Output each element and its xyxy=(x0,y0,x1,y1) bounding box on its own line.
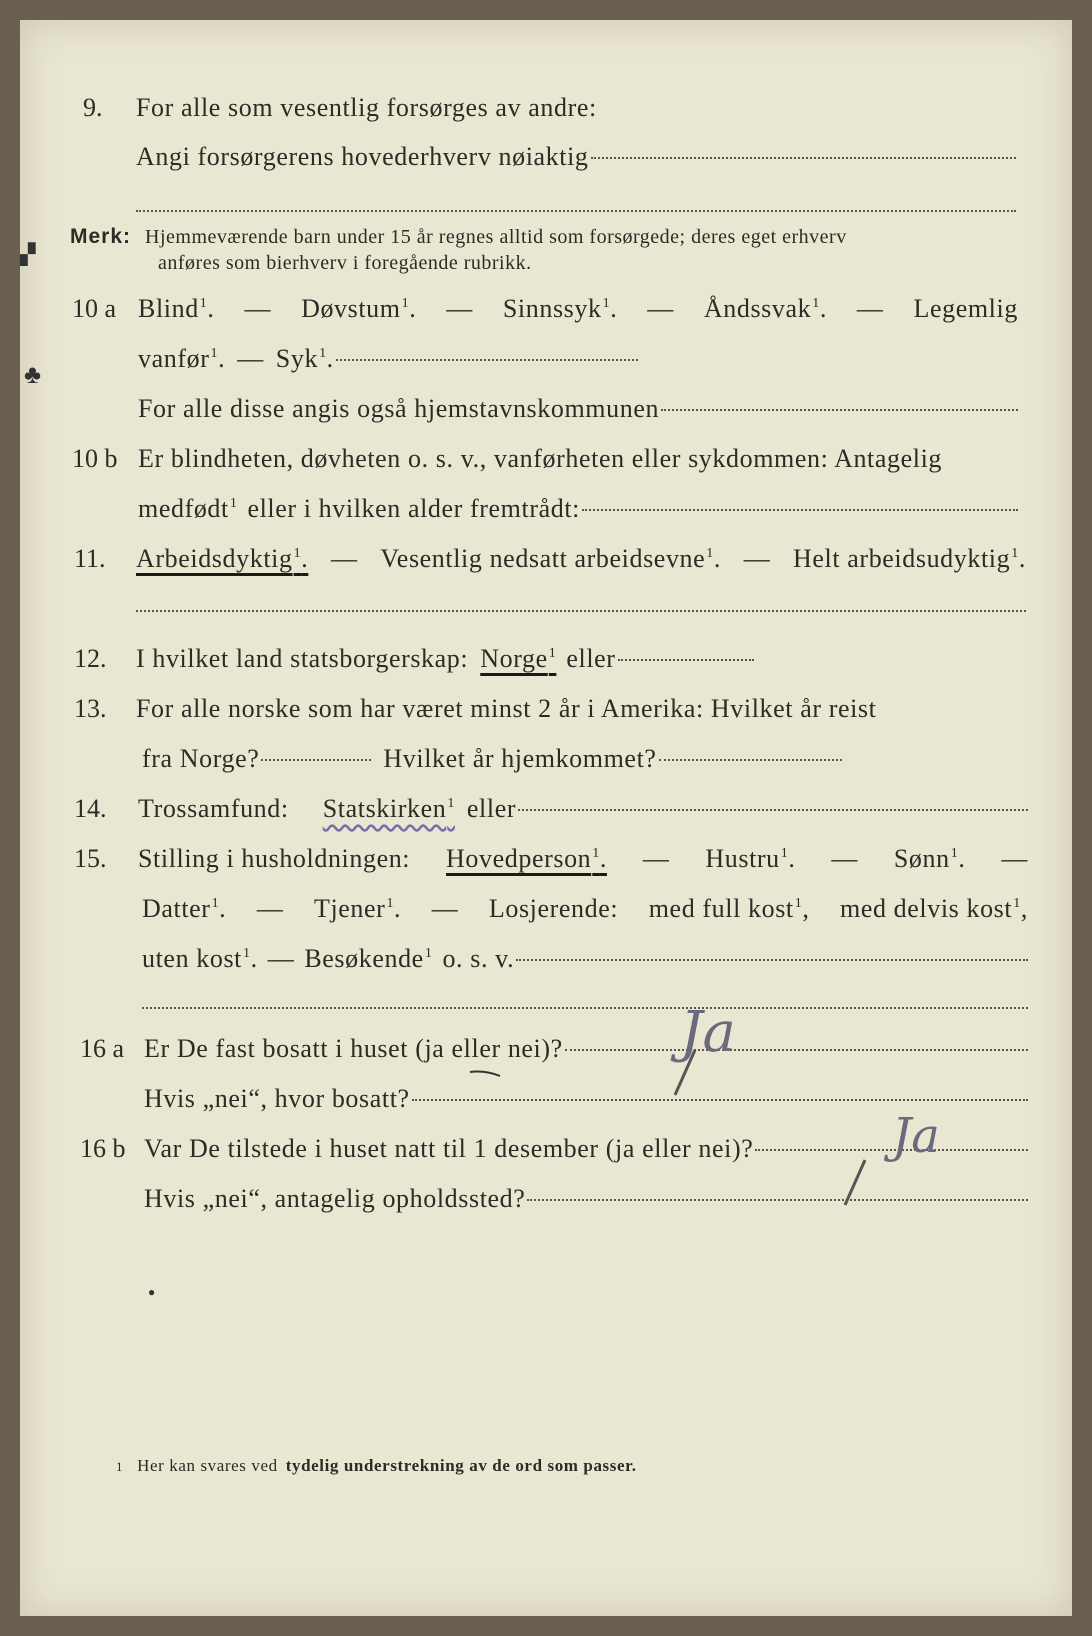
option-legemlig[interactable]: Legemlig xyxy=(913,294,1018,323)
edge-blot: ♣ xyxy=(24,360,42,389)
option-blind[interactable]: Blind$^1$. xyxy=(138,294,215,323)
merk-label: Merk: xyxy=(70,225,132,248)
option-hustru[interactable]: Hustru$^1$. xyxy=(705,844,796,873)
separator: — xyxy=(856,294,884,323)
option-hovedperson-underlined[interactable]: Hovedperson$^1$. xyxy=(446,844,607,873)
option-vesentlig-nedsatt[interactable]: Vesentlig nedsatt arbeidsevne$^1$. xyxy=(380,544,722,573)
separator: — xyxy=(237,344,264,373)
footnote-text: Her kan svares ved xyxy=(137,1456,278,1475)
edge-mark: ▞ xyxy=(20,244,36,266)
footnote xyxy=(116,1456,637,1476)
q14-label: Trossamfund: xyxy=(138,794,289,823)
q16a-handwritten-answer: Ja xyxy=(680,1000,736,1065)
option-losjerende: Losjerende: xyxy=(488,894,619,923)
merk-line1: Hjemmeværende barn under 15 år regnes alltid som forsørgede; deres eget erhverv xyxy=(145,226,847,248)
merk-line2: anføres som bierhverv i foregående rubrikk. xyxy=(158,252,532,274)
option-arbeidsdyktig-underlined[interactable]: Arbeidsdyktig$^1$. xyxy=(136,544,309,573)
q10a-number: 10 a xyxy=(72,294,117,323)
q11-number: 11. xyxy=(74,544,106,573)
q10b-line2-text: eller i hvilken alder fremtrådt: xyxy=(247,494,580,523)
separator: — xyxy=(244,294,272,323)
q10b-number: 10 b xyxy=(72,444,118,473)
q16a-number: 16 a xyxy=(80,1034,125,1063)
q13-hjemkommet-label: Hvilket år hjemkommet? xyxy=(383,744,657,773)
separator: — xyxy=(743,544,771,573)
q10a-line3-text: For alle disse angis også hjemstavnskommunen xyxy=(138,394,660,423)
option-med-full-kost[interactable]: med full kost$^1$, xyxy=(648,894,810,923)
q13-number: 13. xyxy=(74,694,107,723)
separator: — xyxy=(1001,844,1028,873)
separator: — xyxy=(331,544,358,573)
separator: — xyxy=(256,894,284,923)
separator: — xyxy=(431,894,459,923)
option-helt-arbeidsudyktig[interactable]: Helt arbeidsudyktig$^1$. xyxy=(793,544,1026,573)
q16a-line2-text: Hvis „nei“, hvor bosatt? xyxy=(144,1084,410,1113)
separator: — xyxy=(647,294,674,323)
option-dovstum[interactable]: Døvstum$^1$. xyxy=(301,294,417,323)
footnote-marker: 1 xyxy=(116,1459,124,1474)
q15-label: Stilling i husholdningen: xyxy=(138,844,411,873)
pen-strokes xyxy=(20,20,1072,1616)
q16b-pen-stroke xyxy=(845,1160,865,1205)
pen-tick xyxy=(470,1072,500,1077)
q15-number: 15. xyxy=(74,844,107,873)
separator: — xyxy=(446,294,473,323)
q16b-line1-text: Var De tilstede i huset natt til 1 desember (ja eller nei)? xyxy=(144,1134,754,1163)
option-sinnssyk[interactable]: Sinnssyk$^1$. xyxy=(502,294,618,323)
q9-line1-text: For alle som vesentlig forsørges av andre: xyxy=(136,93,597,122)
option-vanfor[interactable]: vanfør$^1$. xyxy=(138,344,226,373)
q10b-line1-text: Er blindheten, døvheten o. s. v., vanførheten eller sykdommen: Antagelig xyxy=(138,444,942,473)
separator: — xyxy=(642,844,670,873)
option-syk[interactable]: Syk$^1$. xyxy=(275,344,334,373)
q16b-number: 16 b xyxy=(80,1134,126,1163)
option-norge-underlined[interactable]: Norge$^1$ xyxy=(480,644,557,673)
option-andssvak[interactable]: Åndssvak$^1$. xyxy=(703,294,827,323)
option-statskirken-underlined[interactable]: Statskirken$^1$ xyxy=(322,794,455,823)
q12-eller: eller xyxy=(566,644,616,673)
option-tjener[interactable]: Tjener$^1$. xyxy=(313,894,402,923)
q13-reist-label: fra Norge? xyxy=(142,744,260,773)
option-besokende[interactable]: Besøkende$^1$ xyxy=(304,944,433,973)
option-medfodt[interactable]: medfødt$^1$ xyxy=(138,494,238,523)
q9-number: 9. xyxy=(83,93,103,122)
footnote-bold-text: tydelig understrekning av de ord som passer. xyxy=(285,1456,637,1475)
ink-dot: ● xyxy=(148,1285,156,1299)
q16b-line2-text: Hvis „nei“, antagelig opholdssted? xyxy=(144,1184,526,1213)
option-med-delvis-kost[interactable]: med delvis kost$^1$, xyxy=(840,894,1028,923)
option-sonn[interactable]: Sønn$^1$. xyxy=(893,844,966,873)
option-datter[interactable]: Datter$^1$. xyxy=(142,894,227,923)
q12-number: 12. xyxy=(74,644,107,673)
q13-line1-text: For alle norske som har været minst 2 år i Amerika: Hvilket år reist xyxy=(136,694,877,723)
census-form-page xyxy=(20,20,1072,1616)
q14-eller: eller xyxy=(466,794,517,823)
q16a-line1-text: Er De fast bosatt i huset (ja eller nei)? xyxy=(144,1034,563,1063)
q9-line2-text: Angi forsørgerens hovederhverv nøiaktig xyxy=(136,142,589,171)
separator: — xyxy=(831,844,858,873)
option-uten-kost[interactable]: uten kost$^1$. xyxy=(142,944,258,973)
q14-number: 14. xyxy=(74,794,107,823)
q12-text: I hvilket land statsborgerskap: xyxy=(136,644,469,673)
q16b-handwritten-answer: Ja xyxy=(892,1108,940,1164)
q15-osv: o. s. v. xyxy=(442,944,515,973)
q16a-pen-stroke xyxy=(675,1050,695,1095)
separator: — xyxy=(267,944,295,973)
